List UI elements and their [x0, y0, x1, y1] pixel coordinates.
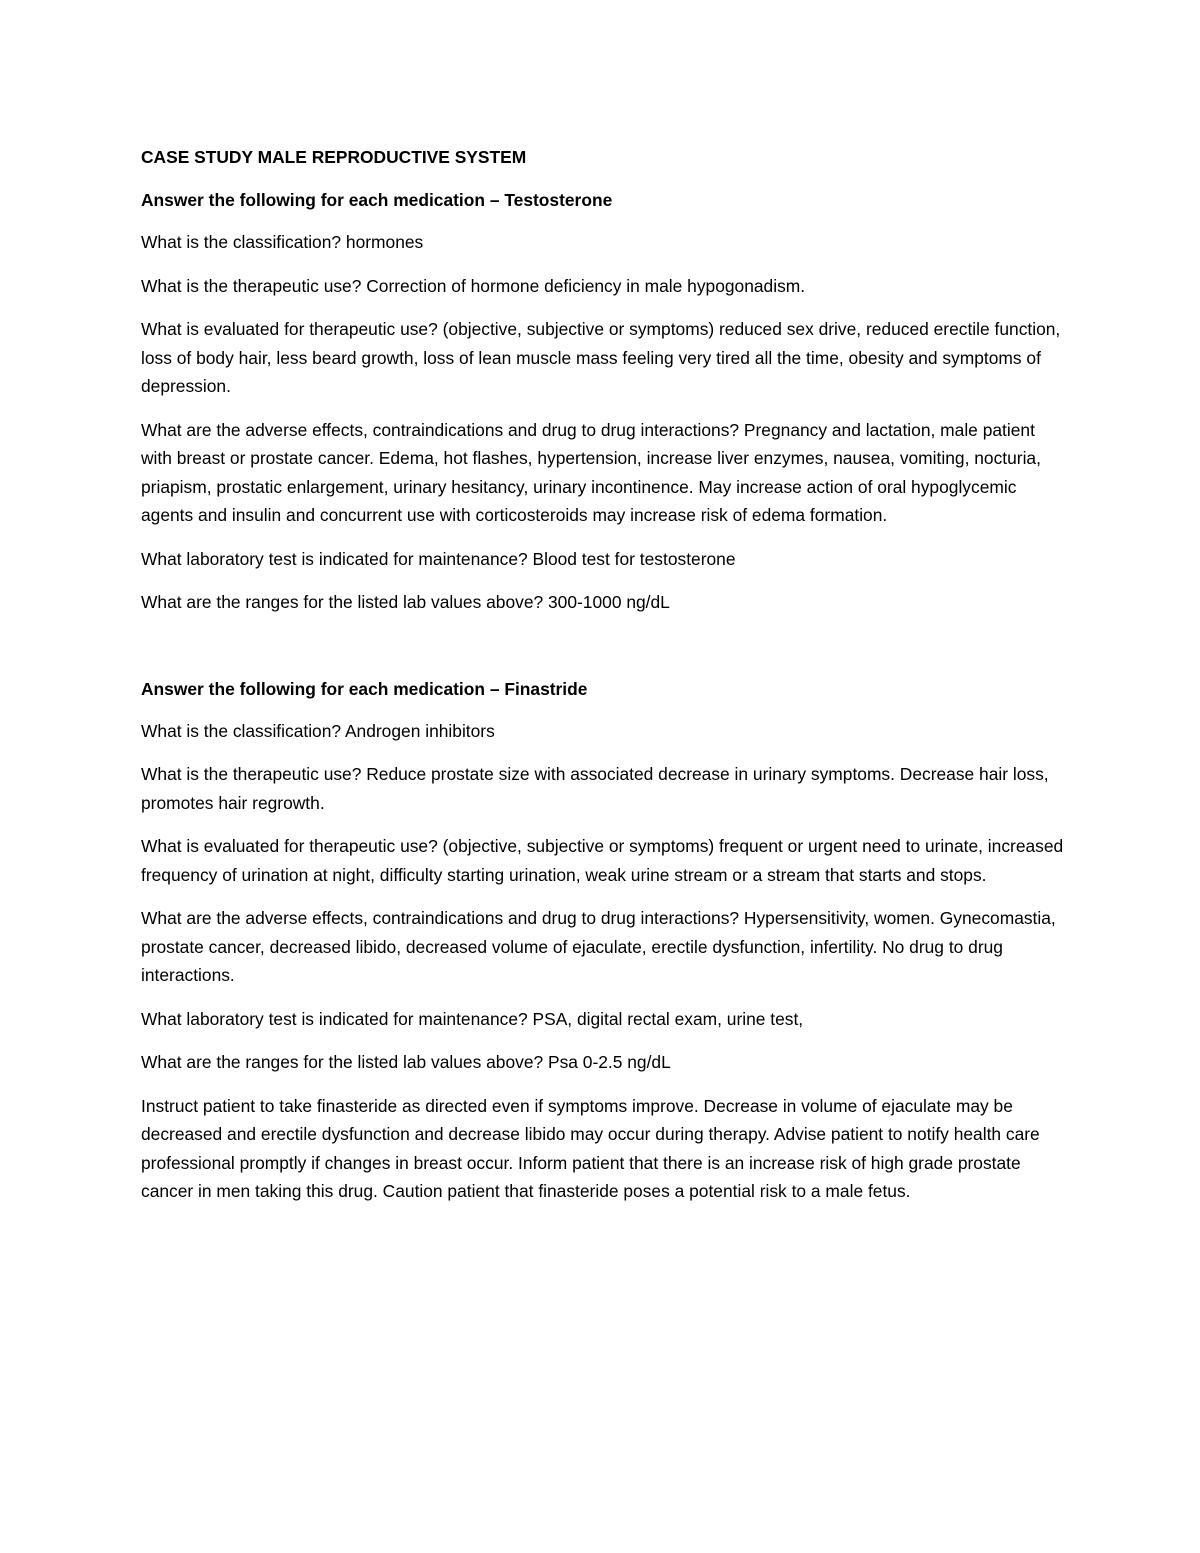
classification-answer: What is the classification? hormones — [141, 232, 424, 252]
section-spacer — [141, 632, 1066, 675]
evaluation-answer: What is evaluated for therapeutic use? (objective, subjective or symptoms) frequent or urgent need to urinate, increased frequency of urination at night, difficulty starting urination, weak urine stream or a stream that starts and stops. — [141, 836, 1064, 885]
lab-test-answer: What laboratory test is indicated for maintenance? Blood test for testosterone — [141, 548, 736, 569]
lab-range-answer: What are the ranges for the listed lab values above? Psa 0-2.5 ng/dL — [141, 1052, 671, 1072]
document-body — [141, 143, 1066, 1221]
section-heading-finastride: Answer the following for each medication – Finastride — [141, 678, 588, 699]
therapeutic-use-answer: What is the therapeutic use? Reduce prostate size with associated decrease in urinary symptoms. Decrease hair loss, promotes hair regrowth. — [141, 764, 1049, 813]
section-finastride — [141, 675, 1066, 1206]
document-title: CASE STUDY MALE REPRODUCTIVE SYSTEM — [141, 147, 527, 167]
section-heading-testosterone: Answer the following for each medication – Testosterone — [141, 190, 613, 210]
lab-test-answer: What laboratory test is indicated for maintenance? PSA, digital rectal exam, urine test, — [141, 1008, 804, 1029]
section-testosterone — [141, 186, 1066, 617]
adverse-effects-answer: What are the adverse effects, contraindications and drug to drug interactions? Pregnancy and lactation, male patient with breast or prostate cancer. Edema, hot flashes, hypertension, increase liver enzymes, nausea, vomiting, nocturia, priapism, prostatic enlargement, urinary hesitancy, urinary incontinence. May increase action of oral hypoglycemic agents and insulin and concurrent use with corticosteroids may increase risk of edema formation. — [141, 419, 1041, 525]
classification-answer: What is the classification? Androgen inhibitors — [141, 720, 495, 741]
patient-instructions: Instruct patient to take finasteride as directed even if symptoms improve. Decrease in volume of ejaculate may be decreased and erectile dysfunction and decrease libido may occur during therapy. Advise patient to notify health care professional promptly if changes in breast occur. Inform patient that there is an increase risk of high grade prostate cancer in men taking this drug. Caution patient that finasteride poses a potential risk to a male fetus. — [141, 1095, 1040, 1201]
lab-range-answer: What are the ranges for the listed lab values above? 300-1000 ng/dL — [141, 592, 670, 612]
adverse-effects-answer: What are the adverse effects, contraindications and drug to drug interactions? Hypersensitivity, women. Gynecomastia, prostate cancer, decreased libido, decreased volume of ejaculate, erectile dysfunction, infertility. No drug to drug interactions. — [141, 908, 1056, 985]
evaluation-answer: What is evaluated for therapeutic use? (objective, subjective or symptoms) reduced sex drive, reduced erectile function, loss of body hair, less beard growth, loss of lean muscle mass feeling very tired all the time, obesity and symptoms of depression. — [141, 319, 1061, 396]
therapeutic-use-answer: What is the therapeutic use? Correction of hormone deficiency in male hypogonadism. — [141, 275, 806, 296]
